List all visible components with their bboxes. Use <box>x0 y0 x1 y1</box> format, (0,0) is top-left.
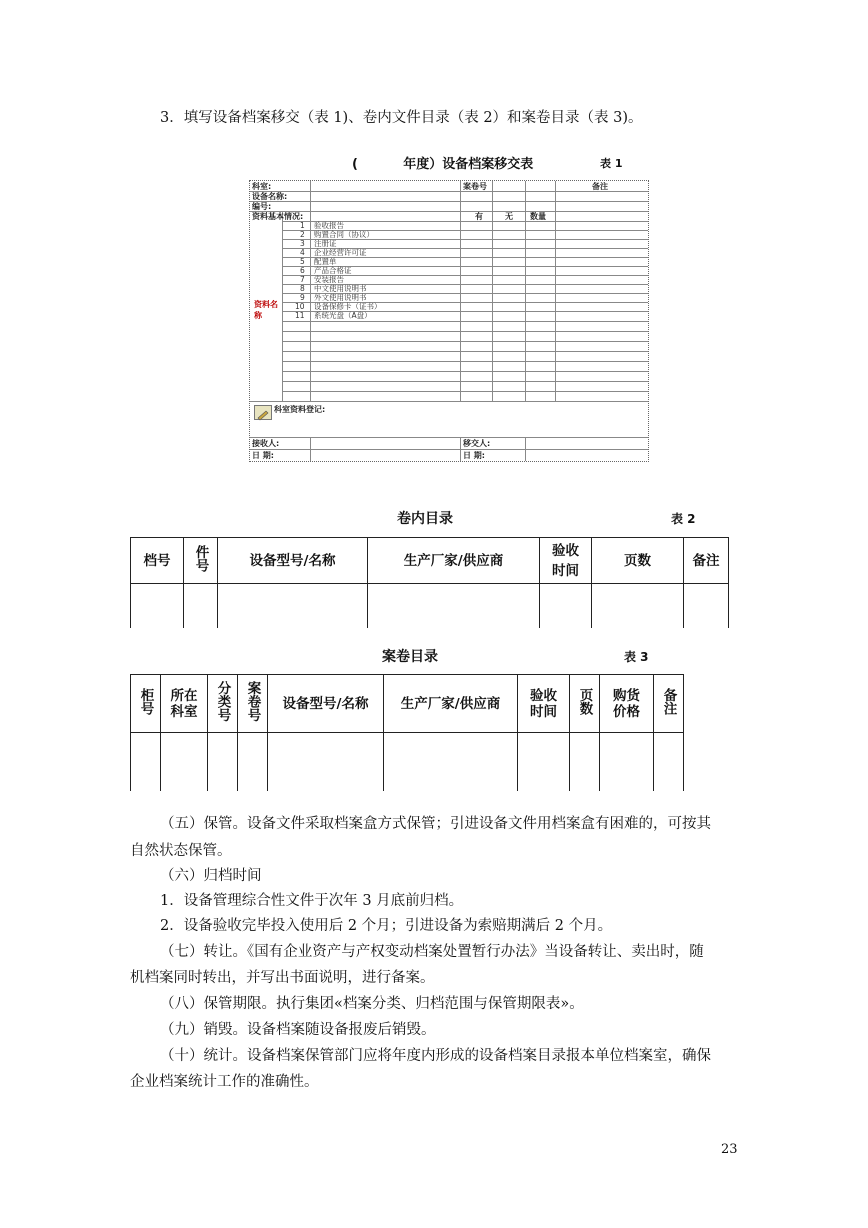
intro-line: 3．填写设备档案移交（表 1)、卷内文件目录（表 2）和案卷目录（表 3)。 <box>160 110 643 126</box>
t3-h-yan-shou: 验收时间 <box>518 675 570 733</box>
table3 <box>130 674 684 791</box>
form-item-name: 安装报告 <box>314 275 344 284</box>
t3-h-gui-hao: 柜号 <box>131 675 161 733</box>
page-number: 23 <box>721 1142 738 1157</box>
form-item-name: 产品合格证 <box>314 266 352 275</box>
table3-title: 案卷目录 <box>382 649 438 665</box>
form-shu-liang: 数量 <box>530 212 546 221</box>
form-item-no: 7 <box>300 275 305 284</box>
form-item-no: 3 <box>300 239 305 248</box>
form-an-juan-hao: 案卷号 <box>463 182 487 191</box>
form-item-no: 5 <box>300 257 305 266</box>
t3-h-chang-jia: 生产厂家/供应商 <box>384 675 518 733</box>
form-item-no: 9 <box>300 293 305 302</box>
t3-h-xing-hao: 设备型号/名称 <box>268 675 384 733</box>
para-10b: 企业档案统计工作的准确性。 <box>130 1074 319 1090</box>
t3-h-bei-zhu: 备注 <box>654 675 684 733</box>
para-6-1: 1．设备管理综合性文件于次年 3 月底前归档。 <box>160 893 464 909</box>
t3-h-fen-lei: 分类号 <box>208 675 238 733</box>
para-5a: （五）保管。设备文件采取档案盒方式保管；引进设备文件用档案盒有困难的，可按其 <box>160 816 711 832</box>
form-item-name: 外文使用说明书 <box>314 293 367 302</box>
para-5b: 自然状态保管。 <box>130 843 232 859</box>
pen-icon <box>254 405 272 420</box>
t3-h-an-juan: 案卷号 <box>238 675 268 733</box>
para-10a: （十）统计。设备档案保管部门应将年度内形成的设备档案目录报本单位档案室，确保 <box>160 1048 711 1064</box>
t3-h-jia-ge: 购货价格 <box>600 675 654 733</box>
t2-h-xing-hao: 设备型号/名称 <box>218 538 368 584</box>
form-item-no: 8 <box>300 284 305 293</box>
form-jie-shou-ren: 接收人: <box>252 439 280 448</box>
t2-h-yan-shou: 验收时间 <box>540 538 592 584</box>
table2 <box>130 537 729 628</box>
form-ke-shi: 科室: <box>252 182 272 191</box>
form-ji-ben-qing-kuang: 资料基本情况: <box>252 212 304 221</box>
form-item-name: 设备保修卡（证书） <box>314 302 382 311</box>
t2-h-ye-shu: 页数 <box>592 538 684 584</box>
table3-tag: 表 3 <box>624 650 649 664</box>
form-bei-zhu: 备注 <box>592 182 608 191</box>
form-item-name: 配置单 <box>314 257 337 266</box>
para-9: （九）销毁。设备档案随设备报废后销毁。 <box>160 1022 436 1038</box>
para-7a: （七）转让。《国有企业资产与产权变动档案处置暂行办法》当设备转让、卖出时，随 <box>160 944 704 960</box>
form-item-name: 企业经营许可证 <box>314 248 367 257</box>
t3-h-ke-shi: 所在科室 <box>161 675 208 733</box>
t3-h-ye-shu: 页数 <box>570 675 600 733</box>
form-deng-ji: 科室资料登记: <box>274 405 326 414</box>
para-6-2: 2．设备验收完毕投入使用后 2 个月；引进设备为索赔期满后 2 个月。 <box>160 918 613 934</box>
table1-title: ( 年度）设备档案移交表 <box>352 157 534 172</box>
para-6: （六）归档时间 <box>160 868 262 884</box>
form-item-no: 2 <box>300 230 305 239</box>
para-8: （八）保管期限。执行集团«档案分类、归档范围与保管期限表»。 <box>160 996 584 1012</box>
transfer-form <box>249 180 649 462</box>
form-ri-qi-right: 日 期: <box>463 451 485 460</box>
form-item-no: 10 <box>295 302 305 311</box>
form-item-no: 4 <box>300 248 305 257</box>
form-ri-qi-left: 日 期: <box>252 451 274 460</box>
form-you: 有 <box>475 212 483 221</box>
table2-title: 卷内目录 <box>397 511 453 527</box>
form-yi-jiao-ren: 移交人: <box>463 439 491 448</box>
table1-tag: 表 1 <box>600 157 623 170</box>
form-bian-hao: 编号: <box>252 202 272 211</box>
form-wu: 无 <box>505 212 513 221</box>
table2-tag: 表 2 <box>671 512 696 526</box>
form-side-label: 资料名称 <box>254 300 278 320</box>
form-item-name: 验收报告 <box>314 221 344 230</box>
form-item-name: 注册证 <box>314 239 337 248</box>
t2-h-jian-hao: 件号 <box>184 538 218 584</box>
t2-h-bei-zhu: 备注 <box>684 538 729 584</box>
form-item-no: 6 <box>300 266 305 275</box>
form-item-no: 11 <box>295 311 305 320</box>
t2-h-dang-hao: 档号 <box>131 538 184 584</box>
form-item-no: 1 <box>300 221 305 230</box>
form-item-name: 系统光盘（A盘） <box>314 311 372 320</box>
form-item-name: 中文使用说明书 <box>314 284 367 293</box>
form-she-bei-ming-cheng: 设备名称: <box>252 192 288 201</box>
t2-h-chang-jia: 生产厂家/供应商 <box>368 538 540 584</box>
para-7b: 机档案同时转出，并写出书面说明，进行备案。 <box>130 970 435 986</box>
form-item-name: 购置合同（协议） <box>314 230 374 239</box>
